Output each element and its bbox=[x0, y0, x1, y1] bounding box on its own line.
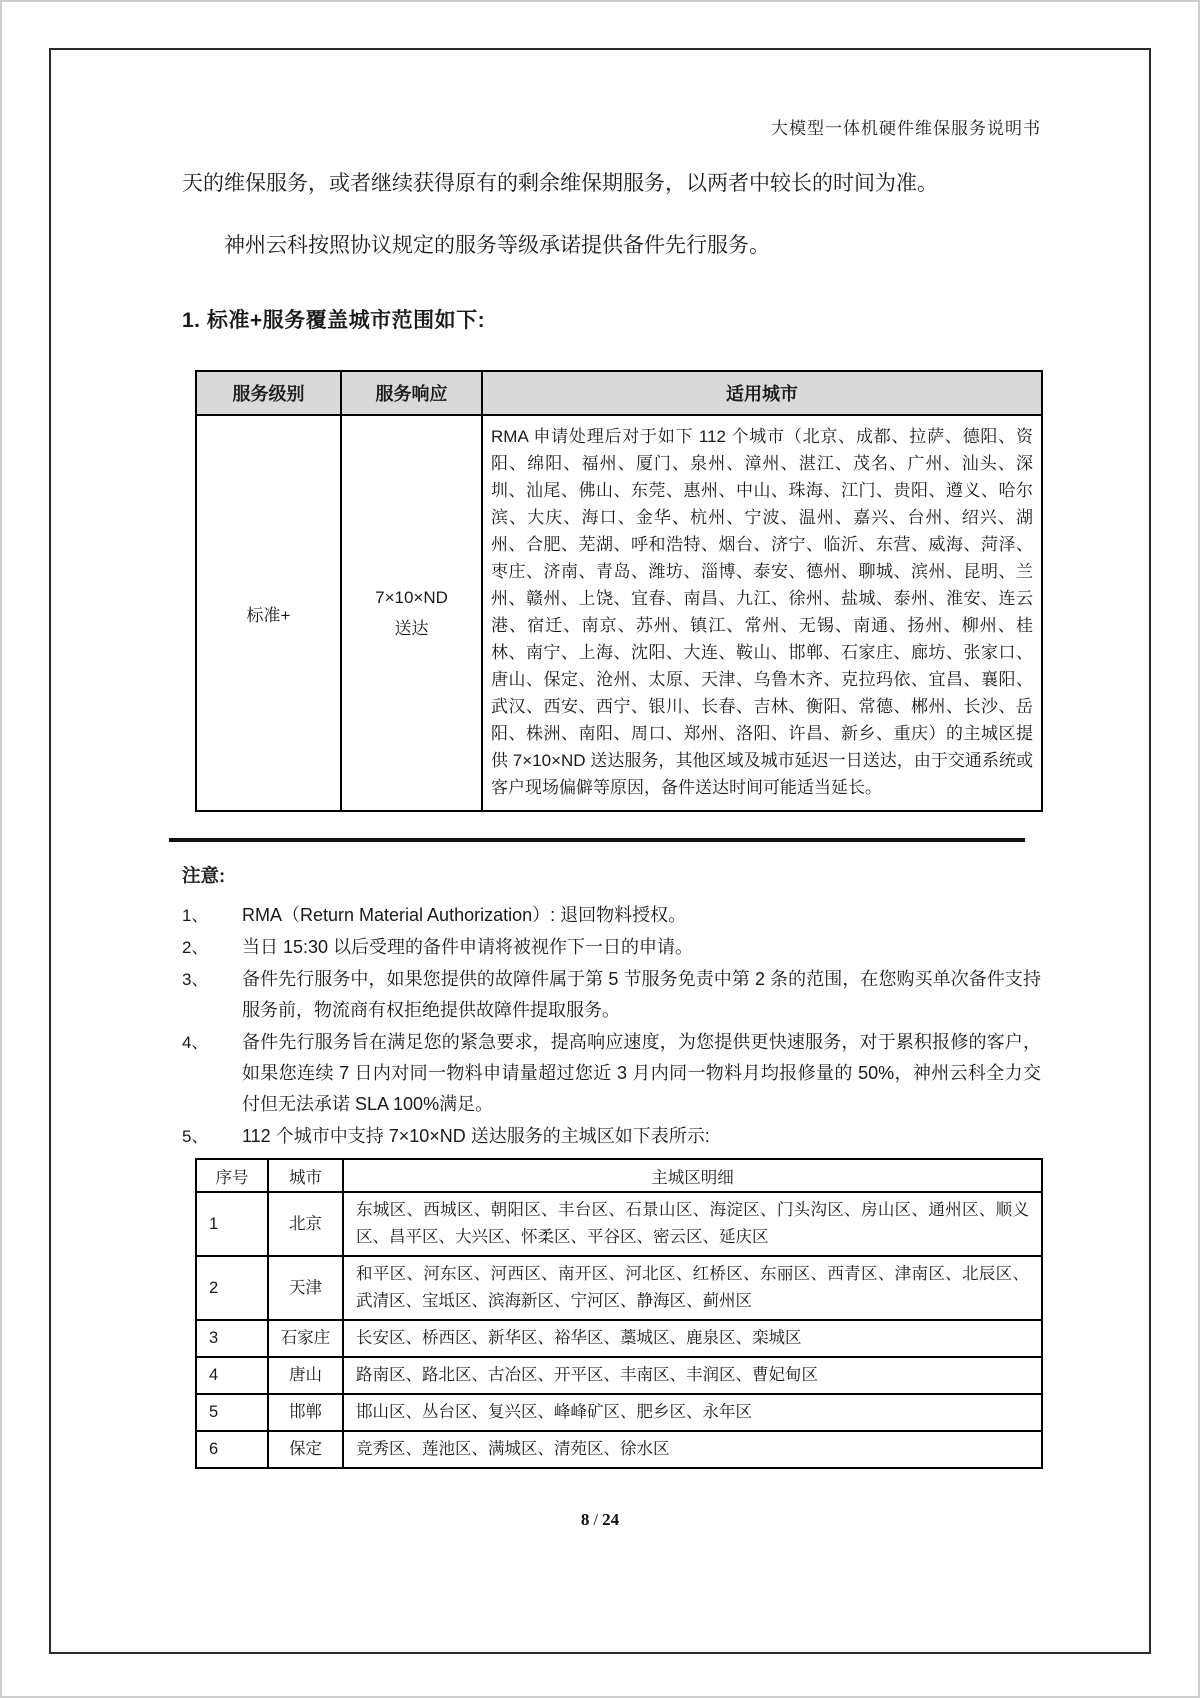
note-item-4 bbox=[182, 1027, 1041, 1120]
service-response-cell bbox=[341, 415, 482, 811]
service-table-header-cities: 适用城市 bbox=[482, 371, 1042, 415]
row-no: 5 bbox=[196, 1394, 268, 1431]
row-city: 邯郸 bbox=[268, 1394, 343, 1431]
row-no: 6 bbox=[196, 1431, 268, 1468]
row-city: 保定 bbox=[268, 1431, 343, 1468]
note-item-1 bbox=[182, 900, 1041, 931]
row-districts: 东城区、西城区、朝阳区、丰台区、石景山区、海淀区、门头沟区、房山区、通州区、顺义区、昌平区、大兴区、怀柔区、平谷区、密云区、延庆区 bbox=[343, 1192, 1042, 1256]
row-districts: 邯山区、丛台区、复兴区、峰峰矿区、肥乡区、永年区 bbox=[343, 1394, 1042, 1431]
service-coverage-table bbox=[195, 370, 1043, 812]
row-no: 1 bbox=[196, 1192, 268, 1256]
page-number-total: 24 bbox=[602, 1510, 620, 1529]
service-response-line2: 送达 bbox=[394, 619, 429, 638]
row-districts: 长安区、桥西区、新华区、裕华区、藁城区、鹿泉区、栾城区 bbox=[343, 1320, 1042, 1357]
row-districts: 和平区、河东区、河西区、南开区、河北区、红桥区、东丽区、西青区、津南区、北辰区、武清区、宝坻区、滨海新区、宁河区、静海区、蓟州区 bbox=[343, 1256, 1042, 1320]
page-number-current: 8 bbox=[580, 1510, 590, 1529]
district-detail-table bbox=[195, 1158, 1043, 1469]
table-row bbox=[196, 1192, 1042, 1256]
page-number-separator: / bbox=[593, 1510, 599, 1529]
table-row bbox=[196, 1431, 1042, 1468]
table-row bbox=[196, 1357, 1042, 1394]
row-districts: 竞秀区、莲池区、满城区、清苑区、徐水区 bbox=[343, 1431, 1042, 1468]
district-table-header-detail: 主城区明细 bbox=[343, 1159, 1042, 1192]
row-city: 唐山 bbox=[268, 1357, 343, 1394]
note-item-3 bbox=[182, 964, 1041, 1026]
service-level-cell: 标准+ bbox=[196, 415, 341, 811]
document-header-title: 大模型一体机硬件维保服务说明书 bbox=[771, 119, 1041, 138]
notes-list bbox=[182, 900, 1041, 1152]
page-border-frame bbox=[49, 48, 1151, 1654]
row-no: 4 bbox=[196, 1357, 268, 1394]
section-heading: 1. 标准+服务覆盖城市范围如下: bbox=[182, 309, 486, 332]
service-table-header-level: 服务级别 bbox=[196, 371, 341, 415]
note-number: 1、 bbox=[182, 906, 209, 925]
row-districts: 路南区、路北区、古冶区、开平区、丰南区、丰润区、曹妃甸区 bbox=[343, 1357, 1042, 1394]
intro-paragraph-continuation: 天的维保服务，或者继续获得原有的剩余维保期服务，以两者中较长的时间为准。 bbox=[182, 172, 938, 195]
row-city: 石家庄 bbox=[268, 1320, 343, 1357]
note-text: 备件先行服务旨在满足您的紧急要求，提高响应速度，为您提供更快速服务，对于累积报修的客户，如果您连续 7 日内对同一物料申请量超过您近 3 月内同一物料月均报修量的 50%，神州云科全力交付但无法承诺 SLA 100%满足。 bbox=[242, 1032, 1041, 1114]
row-city: 天津 bbox=[268, 1256, 343, 1320]
note-text: 备件先行服务中，如果您提供的故障件属于第 5 节服务免责中第 2 条的范围，在您购买单次备件支持服务前，物流商有权拒绝提供故障件提取服务。 bbox=[242, 969, 1041, 1020]
district-table-header-row bbox=[196, 1159, 1042, 1192]
table-row bbox=[196, 1394, 1042, 1431]
note-text: 112 个城市中支持 7×10×ND 送达服务的主城区如下表所示: bbox=[242, 1126, 710, 1146]
service-table-row bbox=[196, 415, 1042, 811]
note-number: 4、 bbox=[182, 1033, 209, 1052]
applicable-cities-cell: RMA 申请处理后对于如下 112 个城市（北京、成都、拉萨、德阳、资阳、绵阳、福州、厦门、泉州、漳州、湛江、茂名、广州、汕头、深圳、汕尾、佛山、东莞、惠州、中山、珠海、江门、贵阳、遵义、哈尔滨、大庆、海口、金华、杭州、宁波、温州、嘉兴、台州、绍兴、湖州、合肥、芜湖、呼和浩特、烟台、济宁、临沂、东营、威海、菏泽、枣庄、济南、青岛、潍坊、淄博、泰安、德州、聊城、滨州、昆明、兰州、赣州、上饶、宜春、南昌、九江、徐州、盐城、泰州、淮安、连云港、宿迁、南京、苏州、镇江、常州、无锡、南通、扬州、柳州、桂林、南宁、上海、沈阳、大连、鞍山、邯郸、石家庄、廊坊、张家口、唐山、保定、沧州、太原、天津、乌鲁木齐、克拉玛依、宜昌、襄阳、武汉、西安、西宁、银川、长春、吉林、衡阳、常德、郴州、长沙、岳阳、株洲、南阳、周口、郑州、洛阳、许昌、新乡、重庆）的主城区提供 7×10×ND 送达服务，其他区域及城市延迟一日送达，由于交通系统或客户现场偏僻等原因，备件送达时间可能适当延长。 bbox=[482, 415, 1042, 811]
note-item-2 bbox=[182, 932, 1041, 963]
note-number: 2、 bbox=[182, 938, 209, 957]
table-row bbox=[196, 1256, 1042, 1320]
page-content bbox=[182, 50, 1041, 1469]
district-table-header-city: 城市 bbox=[268, 1159, 343, 1192]
page-number bbox=[0, 1510, 1200, 1530]
note-number: 3、 bbox=[182, 970, 209, 989]
section-divider-rule bbox=[169, 838, 1025, 842]
table-row bbox=[196, 1320, 1042, 1357]
row-no: 3 bbox=[196, 1320, 268, 1357]
note-item-5 bbox=[182, 1121, 1041, 1152]
district-table-header-no: 序号 bbox=[196, 1159, 268, 1192]
service-table-header-row bbox=[196, 371, 1042, 415]
note-number: 5、 bbox=[182, 1127, 209, 1146]
row-city: 北京 bbox=[268, 1192, 343, 1256]
note-text: RMA（Return Material Authorization）: 退回物料授权。 bbox=[242, 905, 687, 925]
row-no: 2 bbox=[196, 1256, 268, 1320]
service-table-header-response: 服务响应 bbox=[341, 371, 482, 415]
intro-paragraph-commitment: 神州云科按照协议规定的服务等级承诺提供备件先行服务。 bbox=[224, 234, 770, 257]
note-text: 当日 15:30 以后受理的备件申请将被视作下一日的申请。 bbox=[242, 937, 694, 957]
service-response-line1: 7×10×ND bbox=[375, 588, 448, 607]
notes-label: 注意: bbox=[182, 865, 226, 886]
